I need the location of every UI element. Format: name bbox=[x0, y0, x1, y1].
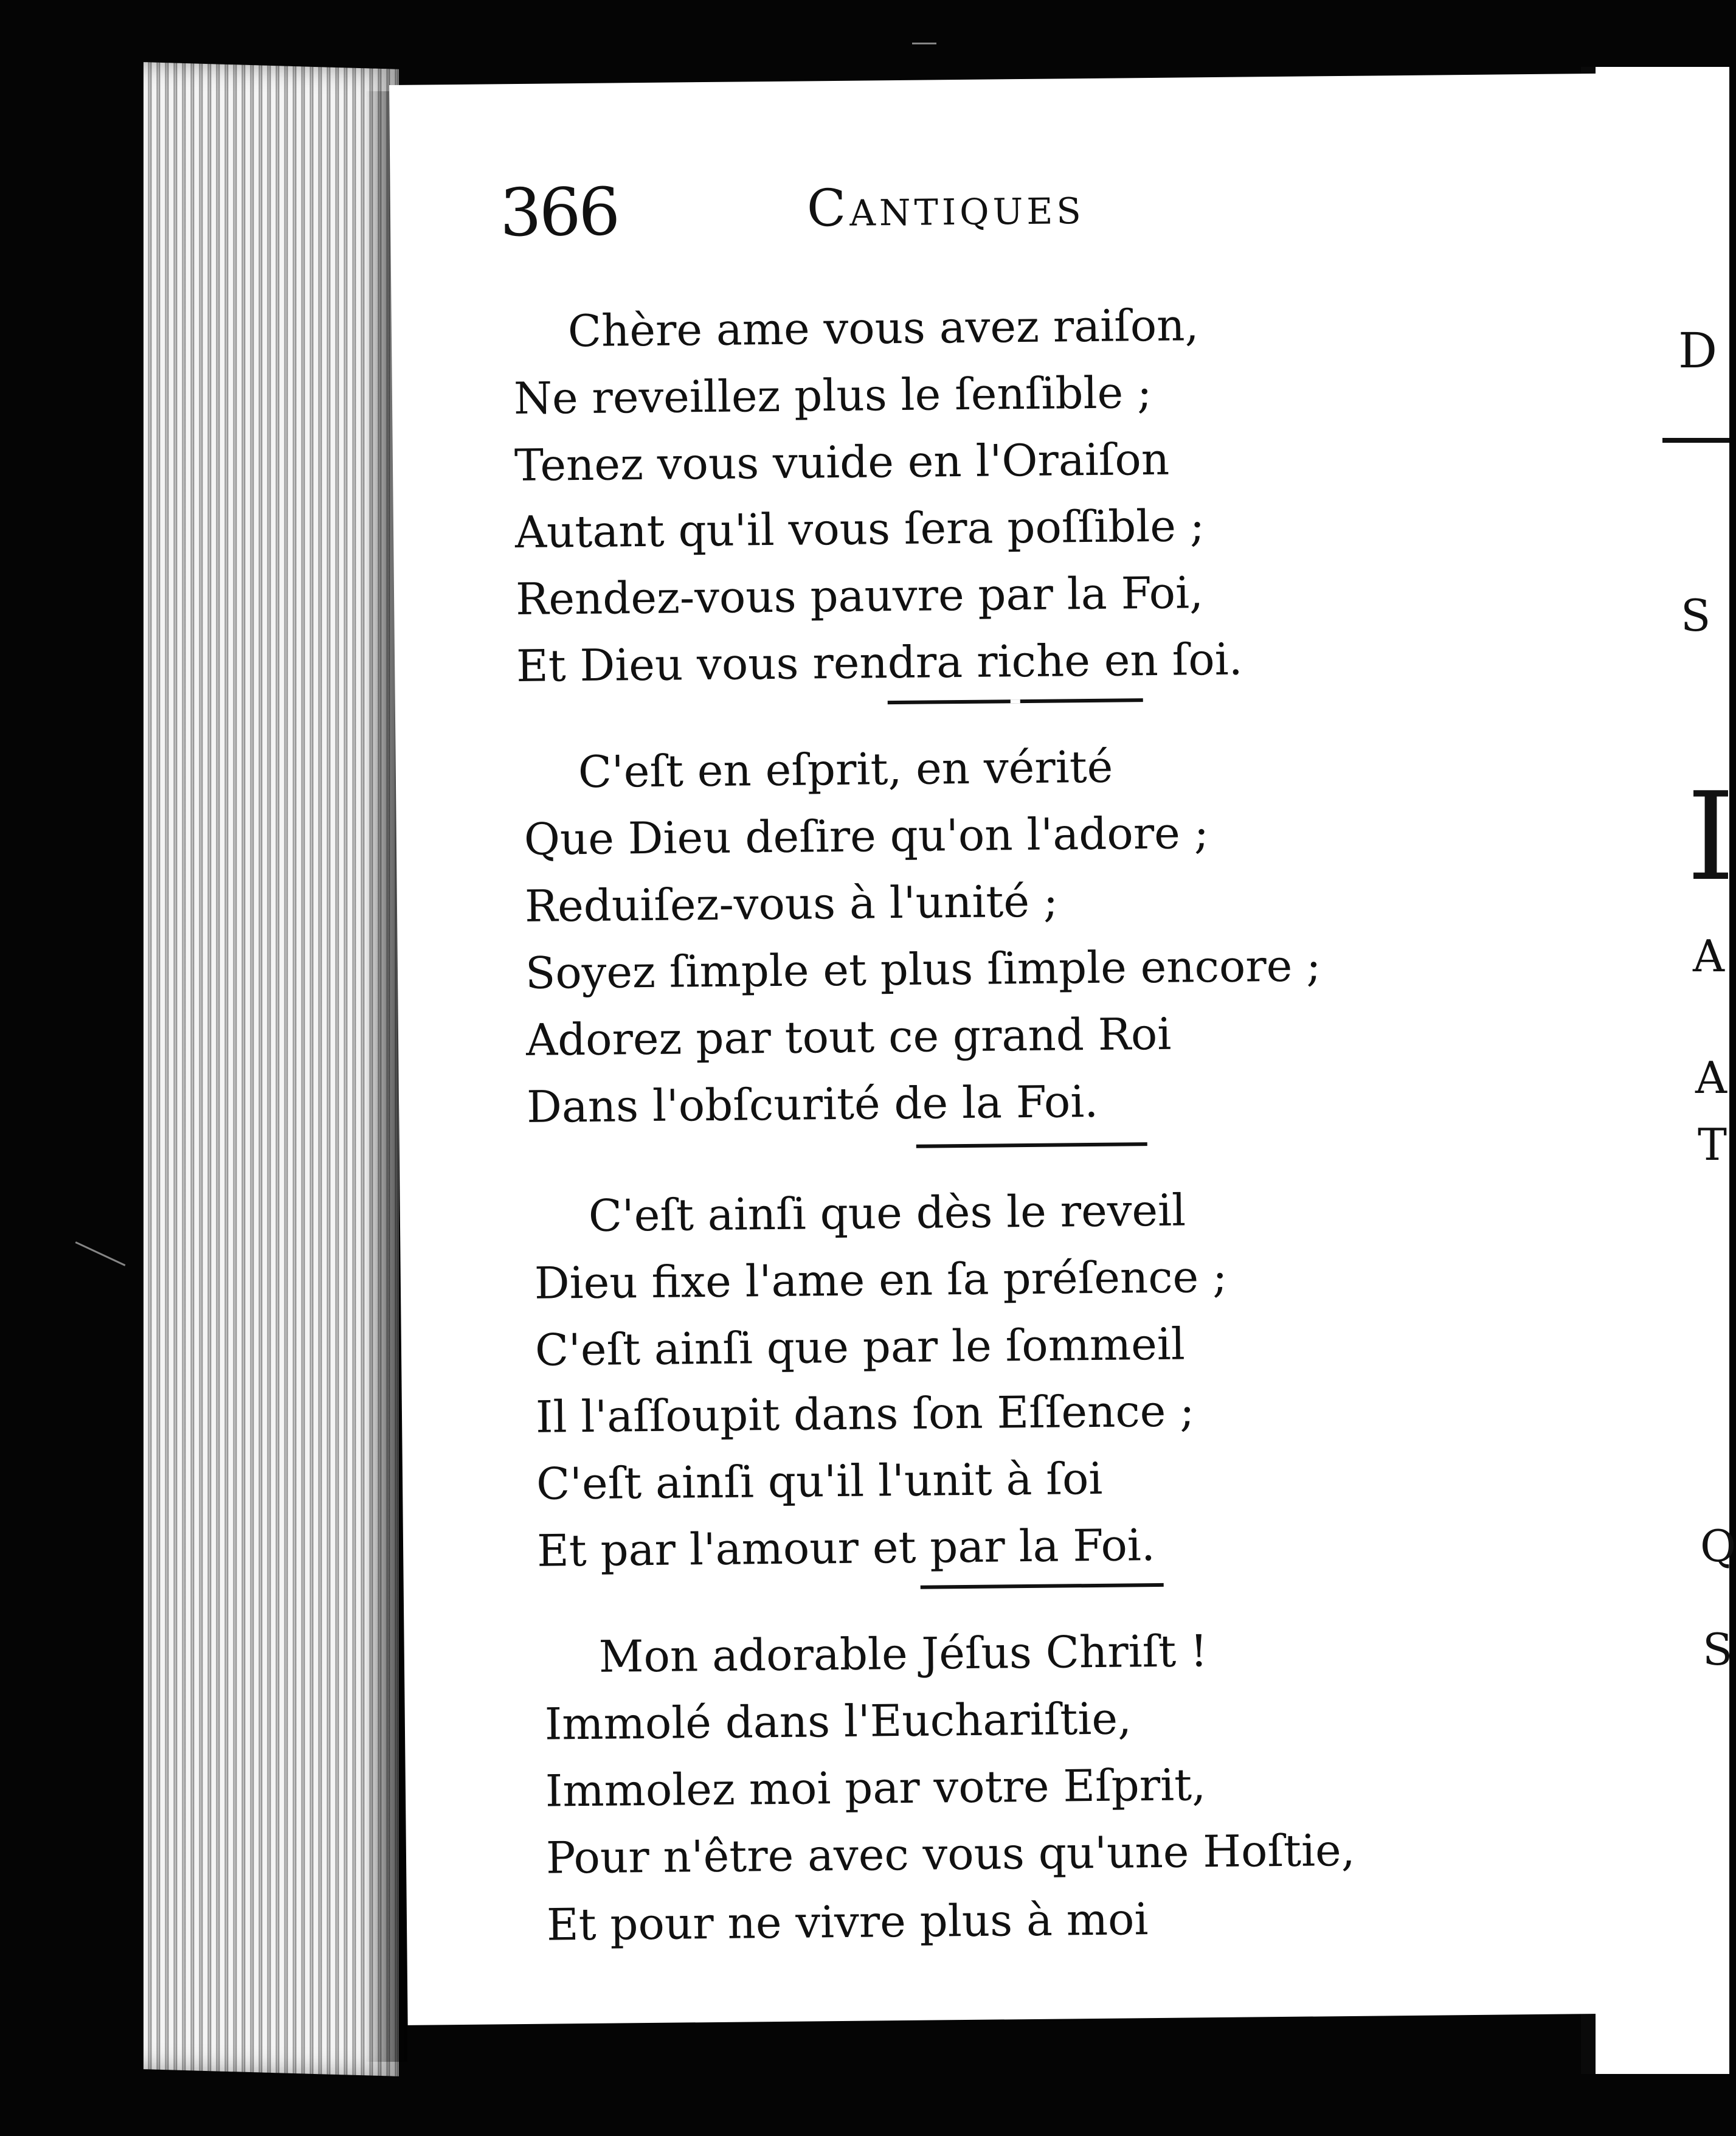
verse-line: Et pour ne vivre plus à moi bbox=[546, 1893, 1149, 1950]
facing-page-letter: S bbox=[1681, 590, 1711, 641]
verse-line: Dans l'obſcurité de la Foi. bbox=[526, 1075, 1099, 1132]
verse-line: Et par l'amour et par la Foi. bbox=[536, 1519, 1156, 1576]
facing-page-initial: I bbox=[1687, 766, 1735, 908]
book-page bbox=[389, 73, 1661, 2025]
facing-page-rule bbox=[1662, 438, 1729, 443]
verse-line: Autant qu'il vous ſera poſſible ; bbox=[514, 500, 1205, 558]
verse-line: Dieu fixe l'ame en ſa préſence ; bbox=[534, 1250, 1228, 1309]
verse-line: C'eſt ainſi qu'il l'unit à ſoi bbox=[536, 1452, 1103, 1510]
verse-line: Rendez-vous pauvre par la Foi, bbox=[515, 567, 1204, 625]
verse-line: Adorez par tout ce grand Roi bbox=[525, 1008, 1172, 1066]
stanza-divider bbox=[921, 1583, 1164, 1589]
stanza-divider bbox=[888, 698, 1143, 704]
background-scratch bbox=[912, 43, 936, 44]
stanza-2 bbox=[395, 736, 1648, 1132]
verse-line: Ne reveillez plus le ſenſible ; bbox=[513, 366, 1152, 425]
stanza-divider bbox=[916, 1142, 1147, 1148]
verse-line: Il l'aſſoupit dans ſon Eſſence ; bbox=[535, 1385, 1195, 1443]
stanza-1 bbox=[392, 295, 1644, 692]
verse-line: Que Dieu deſire qu'on l'adore ; bbox=[524, 807, 1209, 865]
verse-line: Soyez ſimple et plus ſimple encore ; bbox=[525, 940, 1321, 999]
verse-line: Chère ame vous avez raiſon, bbox=[567, 299, 1199, 357]
facing-page-letter: T bbox=[1698, 1119, 1727, 1170]
facing-page-letter: D bbox=[1678, 322, 1718, 379]
running-head: Cantiques bbox=[806, 176, 1085, 238]
verse-line: Tenez vous vuide en l'Oraiſon bbox=[514, 433, 1170, 491]
verse-line: Pour n'être avec vous qu'une Hoſtie, bbox=[545, 1824, 1355, 1884]
verse-line: Reduiſez-vous à l'unité ; bbox=[524, 875, 1059, 932]
verse-line: C'eſt en eſprit, en vérité bbox=[578, 741, 1113, 798]
background-scratch bbox=[75, 1241, 126, 1266]
verse-line: Mon adorable Jéſus Chriſt ! bbox=[598, 1625, 1208, 1682]
facing-page-letter: Q bbox=[1700, 1521, 1736, 1572]
verse-line: Et Dieu vous rendra riche en ſoi. bbox=[516, 633, 1243, 692]
verse-line: C'eſt ainſi que dès le reveil bbox=[588, 1184, 1186, 1241]
facing-page-letter: A bbox=[1693, 931, 1724, 982]
stanza-3 bbox=[399, 1180, 1652, 1576]
verse-line: Immolez moi par votre Eſprit, bbox=[545, 1759, 1206, 1817]
facing-page-letter: A bbox=[1695, 1052, 1727, 1103]
facing-page-letter: S bbox=[1703, 1624, 1733, 1675]
verse-line: C'eſt ainſi que par le ſommeil bbox=[534, 1318, 1186, 1376]
verse-line: Immolé dans l'Euchariſtie, bbox=[544, 1693, 1132, 1750]
page-edges bbox=[144, 62, 399, 2076]
stanza-4 bbox=[404, 1621, 1656, 1950]
page-number: 366 bbox=[499, 174, 618, 252]
